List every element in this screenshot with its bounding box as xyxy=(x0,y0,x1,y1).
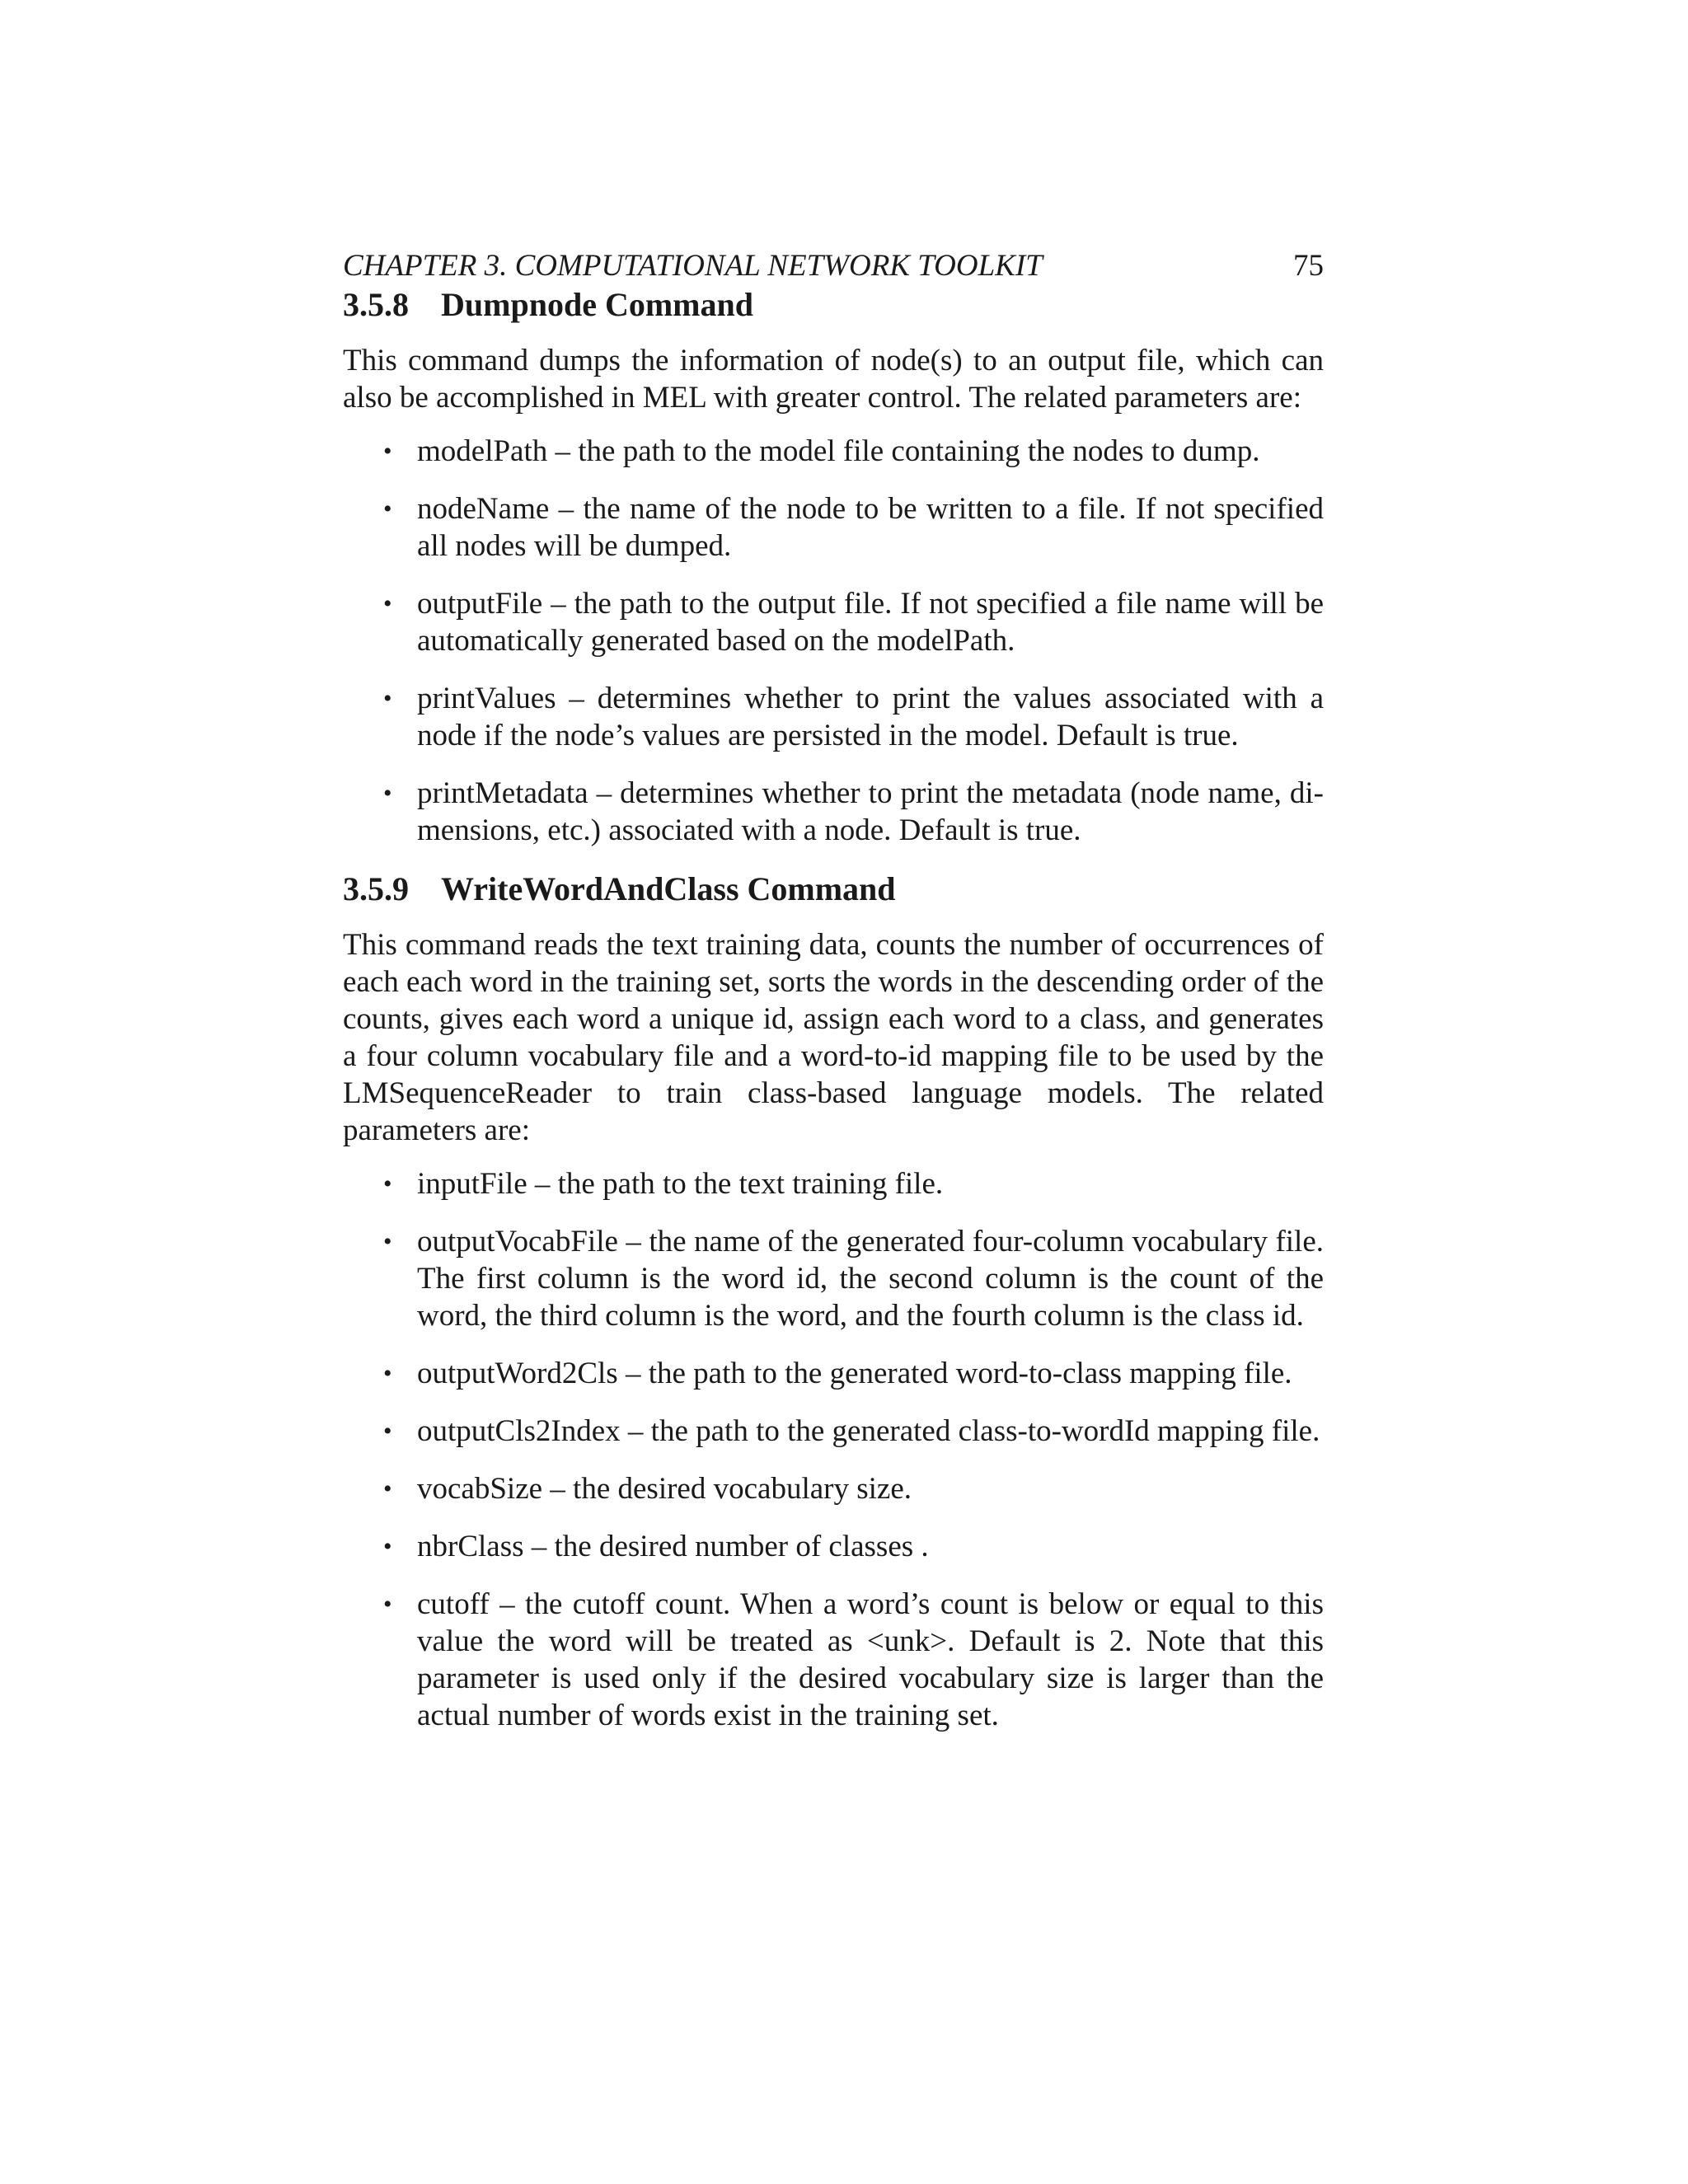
bullet-icon: • xyxy=(383,495,392,523)
bullet-icon: • xyxy=(383,438,392,465)
list-item-text: modelPath – the path to the model file containing the nodes to dump. xyxy=(417,434,1260,468)
list-item-text: printValues – determines whether to print the values associated with a node if the node’s values are persisted in the model. Default is true. xyxy=(417,682,1324,752)
bullet-icon: • xyxy=(383,1360,392,1387)
document-page xyxy=(343,247,1324,1755)
section-title: WriteWordAndClass Command xyxy=(441,870,896,907)
list-item-text: vocabSize – the desired vocabulary size. xyxy=(417,1472,912,1506)
bullet-icon: • xyxy=(383,1475,392,1502)
dumpnode-parameter-list xyxy=(343,433,1324,849)
list-item-text: printMetadata – determines whether to print the metadata (node name, di-mensions, etc.) associated with a node. Default is true. xyxy=(417,776,1324,847)
list-item-text: cutoff – the cutoff count. When a word’s count is below or equal to this value the word will be treated as <unk>. Default is 2. Note that this parameter is used only if the desired vocabulary size is larger than the actual number of words exist in the training set. xyxy=(417,1587,1324,1732)
section-title: Dumpnode Command xyxy=(441,286,753,323)
page-number: 75 xyxy=(1293,249,1324,283)
list-item-text: outputWord2Cls – the path to the generated word-to-class mapping file. xyxy=(417,1357,1292,1390)
bullet-icon: • xyxy=(383,1533,392,1560)
bullet-icon: • xyxy=(383,685,392,712)
bullet-icon: • xyxy=(383,590,392,617)
list-item xyxy=(343,775,1324,849)
writeword-parameter-list xyxy=(343,1165,1324,1734)
list-item-text: outputVocabFile – the name of the generated four-column vocabulary file. The first column is the word id, the second column is the count of the word, the third column is the word, and the fourth column is the class id. xyxy=(417,1225,1324,1333)
chapter-title: CHAPTER 3. COMPUTATIONAL NETWORK TOOLKIT xyxy=(343,249,1043,283)
list-item xyxy=(343,585,1324,659)
list-item-text: nodeName – the name of the node to be written to a file. If not specified all nodes will be dumped. xyxy=(417,492,1324,563)
running-header xyxy=(343,247,1324,285)
bullet-icon: • xyxy=(383,1591,392,1618)
list-item xyxy=(343,1413,1324,1450)
section-number: 3.5.8 xyxy=(343,286,409,323)
dumpnode-intro-paragraph: This command dumps the information of node(s) to an output file, which can also be accomplished in MEL with greater control. The related parameters are: xyxy=(343,344,1324,415)
list-item-text: nbrClass – the desired number of classes . xyxy=(417,1530,929,1563)
list-item xyxy=(343,1586,1324,1734)
list-item xyxy=(343,1355,1324,1392)
writeword-intro-paragraph: This command reads the text training data, counts the number of occurrences of each each word in the training set, sorts the words in the descending order of the counts, gives each word a unique id, assign each word to a class, and generates a four column vocabulary file and a word-to-id mapping file to be used by the LMSequenceReader to train class-based language models. The related parameters are: xyxy=(343,928,1324,1147)
bullet-icon: • xyxy=(383,1170,392,1197)
list-item xyxy=(343,1165,1324,1202)
list-item xyxy=(343,680,1324,754)
list-item-text: inputFile – the path to the text training file. xyxy=(417,1167,944,1201)
section-heading-dumpnode xyxy=(343,285,1324,325)
section-number: 3.5.9 xyxy=(343,870,409,907)
list-item xyxy=(343,1470,1324,1507)
bullet-icon: • xyxy=(383,780,392,807)
bullet-icon: • xyxy=(383,1418,392,1445)
list-item xyxy=(343,433,1324,470)
list-item xyxy=(343,490,1324,565)
list-item xyxy=(343,1223,1324,1334)
list-item-text: outputFile – the path to the output file. If not specified a file name will be automatically generated based on the modelPath. xyxy=(417,587,1324,658)
list-item xyxy=(343,1528,1324,1565)
list-item-text: outputCls2Index – the path to the generated class-to-wordId mapping file. xyxy=(417,1414,1320,1448)
section-heading-writewordandclass xyxy=(343,869,1324,909)
bullet-icon: • xyxy=(383,1228,392,1255)
